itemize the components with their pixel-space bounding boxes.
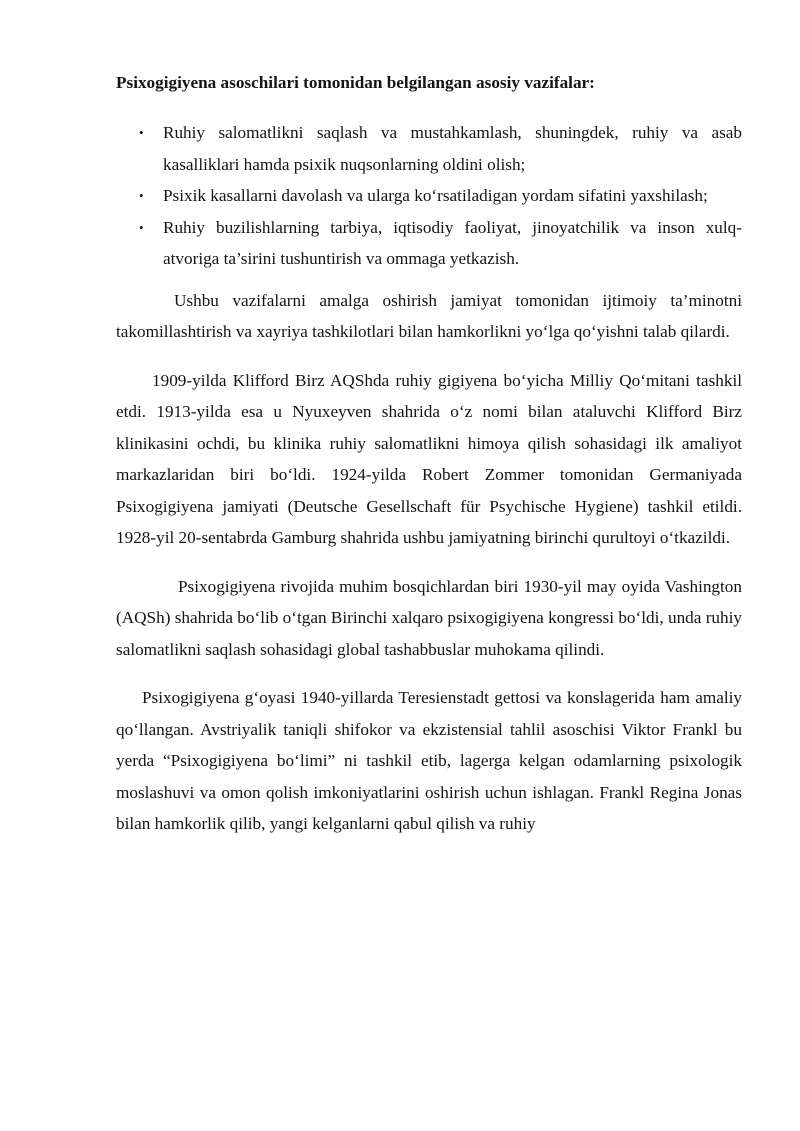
section-heading: Psixogigiyena asoschilari tomonidan belgilangan asosiy vazifalar: [116, 73, 595, 92]
paragraph-teresienstadt: Psixogigiyena g‘oyasi 1940-yillarda Teresienstadt gettosi va konslagerida ham amaliy qo‘llangan. Avstriyalik taniqli shifokor va ekzistensial tahlil asoschisi Viktor Frankl bu yerda “Psixogigiyena bo‘limi” ni tashkil etib, lagerga kelgan odamlarning psixologik moslashuvi va omon qolish imkoniyatlarini oshirish uchun ishlagan. Frankl Regina Jonas bilan hamkorlik qilib, yangi kelganlarni qabul qilish va ruhiy [116, 688, 742, 833]
list-item-text: Psixik kasallarni davolash va ularga ko‘rsatiladigan yordam sifatini yaxshilash; [163, 186, 708, 205]
paragraph-social-welfare: Ushbu vazifalarni amalga oshirish jamiyat tomonidan ijtimoiy ta’minotni takomillashtirish va xayriya tashkilotlari bilan hamkorlikni yo‘lga qo‘yishni talab qilardi. [116, 290, 742, 341]
bullet-icon: • [139, 219, 144, 235]
paragraph-history-1909: 1909-yilda Klifford Birz AQShda ruhiy gigiyena bo‘yicha Milliy Qo‘mitani tashkil etdi. 1913-yilda esa u Nyuxeyven shahrida o‘z nomi bilan ataluvchi Klifford Birz klinikasini ochdi, bu klinika ruhiy salomatlikni himoya qilish sohasidagi ilk amaliyot markazlaridan biri bo‘ldi. 1924-yilda Robert Zommer tomonidan Germaniyada Psixogigiyena jamiyati (Deutsche Gesellschaft für Psychische Hygiene) tashkil etildi. 1928-yil 20-sentabrda Gamburg shahrida ushbu jamiyatning birinchi qurultoyi o‘tkazildi. [116, 370, 742, 547]
bullet-icon: • [139, 188, 144, 203]
task-list [116, 117, 742, 275]
list-item-text: Ruhiy salomatlikni saqlash va mustahkamlash, shuningdek, ruhiy va asab kasalliklari hamda psixik nuqsonlarning oldini olish; [163, 123, 742, 174]
list-item [116, 180, 742, 212]
list-item-text: Ruhiy buzilishlarning tarbiya, iqtisodiy faoliyat, jinoyatchilik va inson xulq-atvoriga ta’sirini tushuntirish va ommaga yetkazish. [163, 217, 742, 268]
list-item [116, 117, 742, 180]
bullet-icon: • [139, 125, 144, 140]
paragraph-congress-1930: Psixogigiyena rivojida muhim bosqichlardan biri 1930-yil may oyida Vashington (AQSh) shahrida bo‘lib o‘tgan Birinchi xalqaro psixogigiyena kongressi bo‘ldi, unda ruhiy salomatlikni saqlash sohasidagi global tashabbuslar muhokama qilindi. [116, 576, 742, 659]
list-item [116, 212, 742, 275]
